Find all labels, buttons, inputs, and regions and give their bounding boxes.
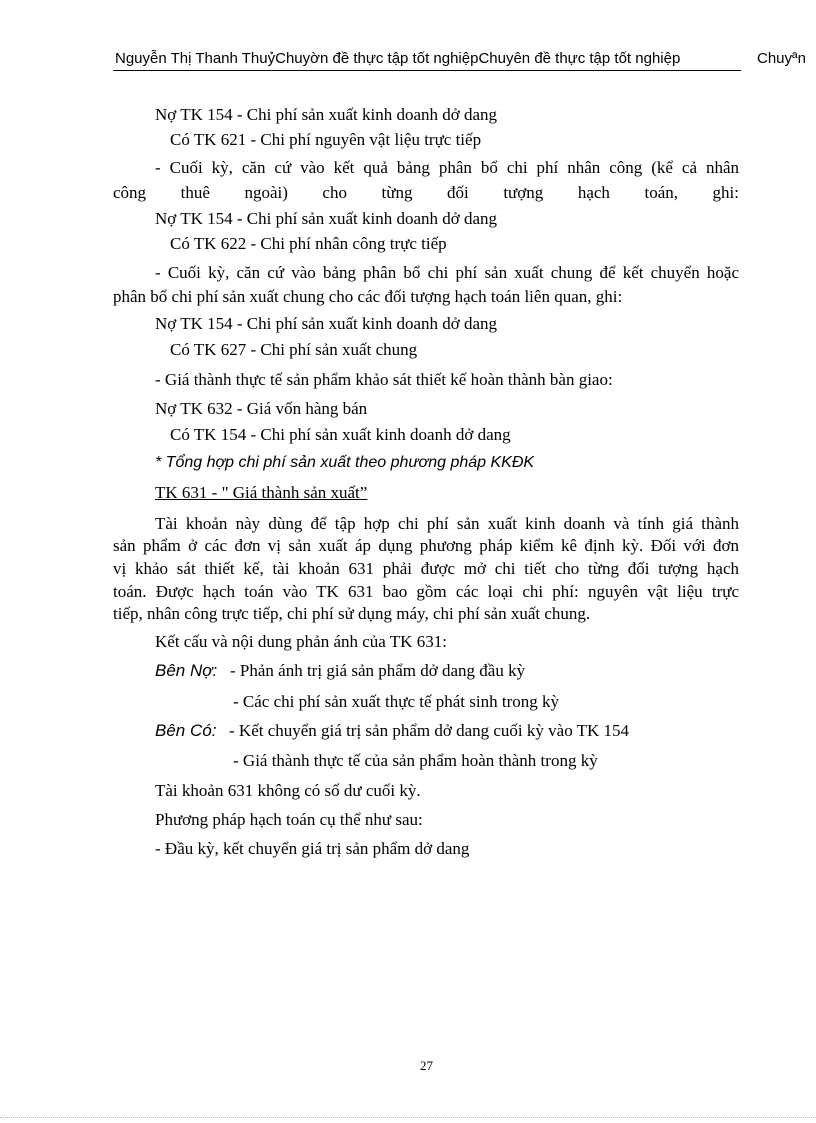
paragraph-actual-cost: - Giá thành thực tế sản phẩm khảo sát thiết kế hoàn thành bàn giao: xyxy=(155,370,613,389)
paragraph-labor-line2: công thuê ngoài) cho từng đối tượng hạch toán, ghi: xyxy=(113,183,739,202)
entry-credit-627: Có TK 627 - Chi phí sản xuất chung xyxy=(170,340,418,359)
paragraph-overhead-line1: - Cuối kỳ, căn cứ vào bảng phân bổ chi phí sản xuất chung để kết chuyển hoặc xyxy=(155,263,739,282)
entry-debit-154: Nợ TK 154 - Chi phí sản xuất kinh doanh dở dang xyxy=(155,209,498,228)
paragraph-tk631-line5: tiếp, nhân công trực tiếp, chi phí sử dụng máy, chi phí sản xuất chung. xyxy=(113,604,591,623)
header-divider xyxy=(113,70,741,71)
paragraph-tk631-line2: sản phẩm ở các đơn vị sản xuất áp dụng phương pháp kiểm kê định kỳ. Đối với đơn xyxy=(113,536,739,555)
entry-credit-621: Có TK 621 - Chi phí nguyên vật liệu trực tiếp xyxy=(170,130,482,149)
page-header xyxy=(115,48,816,72)
entry-debit-154: Nợ TK 154 - Chi phí sản xuất kinh doanh dở dang xyxy=(155,314,498,333)
entry-debit-632: Nợ TK 632 - Giá vốn hàng bán xyxy=(155,399,368,418)
structure-intro: Kết cấu và nội dung phản ánh của TK 631: xyxy=(155,632,447,651)
paragraph-labor-line1: - Cuối kỳ, căn cứ vào kết quả bảng phân bổ chi phí nhân công (kể cả nhân xyxy=(155,158,739,177)
ben-co-item-1: - Kết chuyển giá trị sản phẩm dở dang cuối kỳ vào TK 154 xyxy=(229,721,630,740)
closing-balance-note: Tài khoản 631 không có số dư cuối kỳ. xyxy=(155,781,421,800)
section-heading-kkdk: * Tổng hợp chi phí sản xuất theo phương pháp KKĐK xyxy=(155,454,535,471)
page-bottom-divider xyxy=(0,1117,816,1118)
entry-credit-154: Có TK 154 - Chi phí sản xuất kinh doanh dở dang xyxy=(170,425,511,444)
method-step-1: - Đầu kỳ, kết chuyển giá trị sản phẩm dở dang xyxy=(155,839,470,858)
page-number: 27 xyxy=(420,1058,433,1073)
section-heading-tk631: TK 631 - " Giá thành sản xuất” xyxy=(155,483,368,502)
paragraph-tk631-line3: vị khảo sát thiết kế, tài khoản 631 phải được mở chi tiết cho từng đối tượng hạch xyxy=(113,559,739,578)
method-intro: Phương pháp hạch toán cụ thể như sau: xyxy=(155,810,423,829)
ben-no-item-1: - Phản ánh trị giá sản phẩm dở dang đầu kỳ xyxy=(230,661,526,680)
entry-debit-154: Nợ TK 154 - Chi phí sản xuất kinh doanh dở dang xyxy=(155,105,498,124)
header-title: Nguyễn Thị Thanh ThuỷChuyờn đề thực tập tốt nghiệpChuyên đề thực tập tốt nghiệp xyxy=(115,50,681,67)
ben-co-label: Bên Có: xyxy=(155,721,217,740)
paragraph-overhead-line2: phân bổ chi phí sản xuất chung cho các đối tượng hạch toán liên quan, ghi: xyxy=(113,287,623,306)
header-right-text: Chuyªn xyxy=(757,50,806,67)
paragraph-tk631-line1: Tài khoản này dùng để tập hợp chi phí sản xuất kinh doanh và tính giá thành xyxy=(155,514,739,533)
ben-no-item-2: - Các chi phí sản xuất thực tế phát sinh trong kỳ xyxy=(233,692,560,711)
ben-no-label: Bên Nợ: xyxy=(155,661,218,680)
paragraph-tk631-line4: toán. Được hạch toán vào TK 631 bao gồm các loại chi phí: nguyên vật liệu trực xyxy=(113,582,739,601)
ben-co-item-2: - Giá thành thực tế của sản phẩm hoàn thành trong kỳ xyxy=(233,751,598,770)
entry-credit-622: Có TK 622 - Chi phí nhân công trực tiếp xyxy=(170,234,447,253)
